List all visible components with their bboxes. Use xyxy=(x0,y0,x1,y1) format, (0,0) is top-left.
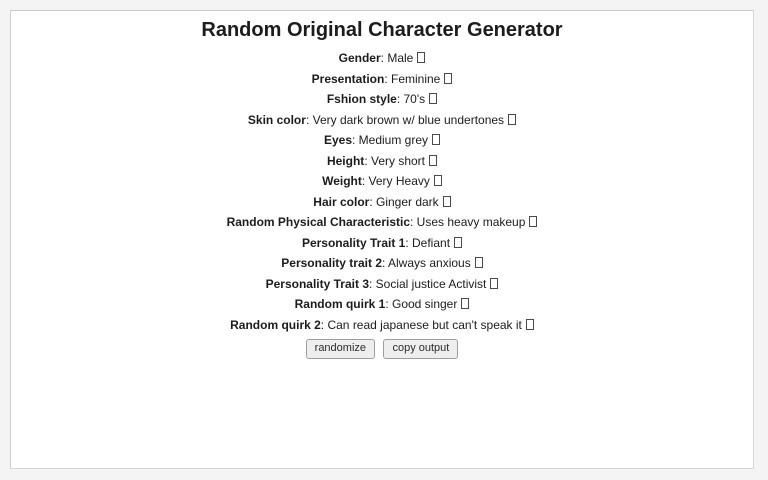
row-label: Random quirk 2 xyxy=(230,317,321,332)
row-label: Eyes xyxy=(323,133,352,147)
row-label: Presentation xyxy=(311,71,385,86)
missing-glyph-icon xyxy=(443,196,451,207)
missing-glyph-icon xyxy=(508,114,516,125)
row-label: Personality Trait 3 xyxy=(265,276,369,291)
row-label: Hair color xyxy=(313,194,370,209)
missing-glyph-icon xyxy=(429,93,437,104)
row-value: : Defiant xyxy=(405,235,451,250)
character-row xyxy=(11,297,753,311)
row-label: Personality Trait 1 xyxy=(301,235,406,250)
row-value: : Medium grey xyxy=(352,133,429,147)
character-row xyxy=(11,133,753,147)
character-rows xyxy=(11,51,753,332)
row-label: Personality trait 2 xyxy=(281,256,382,270)
row-value: : Always anxious xyxy=(382,256,471,270)
missing-glyph-icon xyxy=(475,257,483,268)
page-title: Random Original Character Generator xyxy=(201,19,563,41)
row-label: Gender xyxy=(338,51,381,65)
content-panel xyxy=(10,10,754,469)
row-value: : Very short xyxy=(364,153,426,168)
row-label: Random Physical Characteristic xyxy=(226,215,410,229)
missing-glyph-icon xyxy=(461,298,469,309)
character-row xyxy=(11,256,753,270)
missing-glyph-icon xyxy=(526,319,534,330)
row-value: : Good singer xyxy=(385,297,458,311)
row-value: : Ginger dark xyxy=(369,194,439,209)
missing-glyph-icon xyxy=(490,278,498,289)
row-value: : Social justice Activist xyxy=(369,276,487,291)
missing-glyph-icon xyxy=(444,73,452,84)
row-value: : Can read japanese but can't speak it xyxy=(320,317,522,332)
row-value: : Very dark brown w/ blue undertones xyxy=(305,112,505,127)
row-value: : Feminine xyxy=(384,71,441,86)
missing-glyph-icon xyxy=(434,175,442,186)
character-row xyxy=(11,92,753,106)
character-row xyxy=(11,277,753,291)
row-label: Random quirk 1 xyxy=(294,297,386,311)
row-label: Skin color xyxy=(247,112,306,127)
missing-glyph-icon xyxy=(417,52,425,63)
randomize-button[interactable]: randomize xyxy=(306,339,375,359)
row-label: Height xyxy=(326,153,365,168)
character-row xyxy=(11,113,753,127)
row-label: Weight xyxy=(322,174,362,188)
row-value: : Very Heavy xyxy=(361,174,430,188)
missing-glyph-icon xyxy=(429,155,437,166)
copy-output-button[interactable]: copy output xyxy=(383,339,458,359)
row-value: : Male xyxy=(380,51,414,65)
character-row xyxy=(11,154,753,168)
character-row xyxy=(11,51,753,65)
missing-glyph-icon xyxy=(454,237,462,248)
character-row xyxy=(11,174,753,188)
character-row xyxy=(11,72,753,86)
character-row xyxy=(11,195,753,209)
missing-glyph-icon xyxy=(529,216,537,227)
character-row xyxy=(11,215,753,229)
button-row xyxy=(11,338,753,359)
row-label: Fshion style xyxy=(326,92,397,106)
row-value: : 70's xyxy=(396,92,426,106)
character-row xyxy=(11,236,753,250)
row-value: : Uses heavy makeup xyxy=(410,215,526,229)
character-row xyxy=(11,318,753,332)
missing-glyph-icon xyxy=(432,134,440,145)
